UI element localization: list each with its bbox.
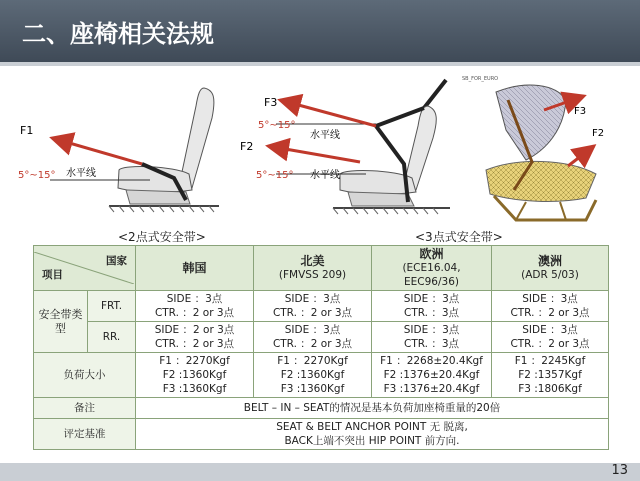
region-north-america (254, 246, 372, 291)
force-label-f2: F2 (240, 140, 254, 153)
force-label-f3-fea: F3 (574, 106, 587, 117)
model-label: SB_FOR_EURO (462, 76, 499, 82)
table-row-note (34, 398, 609, 419)
angle-label-lower: 5°~15° (256, 170, 294, 181)
horizontal-label-lower: 水平线 (310, 170, 340, 181)
seat-figure-3pt (228, 78, 450, 226)
title-divider (0, 62, 640, 66)
load-label: 负荷大小 (34, 353, 136, 398)
criteria-label: 评定基准 (34, 419, 136, 450)
force-label-f3: F3 (264, 96, 278, 109)
corner-cell (34, 246, 136, 291)
criteria-text (136, 419, 609, 450)
table-cell: F1 ：2268±20.4Kgf F2 :1376±20.4Kgf F3 :1376±20.4Kgf (372, 353, 492, 398)
region-europe (372, 246, 492, 291)
region-name: 欧洲 (419, 247, 444, 261)
horizontal-label-upper: 水平线 (310, 130, 340, 141)
seat-fea-model (456, 70, 626, 230)
table-row-load (34, 353, 609, 398)
region-korea (136, 246, 254, 291)
force-label-f1: F1 (20, 124, 34, 137)
rr-label: RR. (88, 322, 136, 353)
note-text: BELT – IN – SEAT的情况是基本负荷加座椅重量的20倍 (136, 398, 609, 419)
region-name: 北美 (300, 254, 325, 268)
table-row-frt (34, 291, 609, 322)
slide-title: 二、座椅相关法规 (22, 20, 214, 48)
note-label: 备注 (34, 398, 136, 419)
caption-3pt-belt: <3点式安全带> (415, 230, 503, 244)
table-cell: SIDE ：3点 CTR. ：3点 (372, 322, 492, 353)
table-cell: SIDE ：2 or 3点 CTR. ：2 or 3点 (136, 322, 254, 353)
table-row-criteria (34, 419, 609, 450)
seat-figure-2pt (14, 78, 219, 226)
region-name: 韩国 (182, 261, 207, 275)
table-cell: SIDE ：3点 CTR. ：3点 (372, 291, 492, 322)
table-header-row (34, 246, 609, 291)
horizontal-line-label: 水平线 (66, 168, 96, 179)
angle-label-upper: 5°~15° (258, 120, 296, 131)
criteria-line-1: SEAT & BELT ANCHOR POINT 无 脱离, (276, 421, 468, 433)
caption-2pt-belt: <2点式安全带> (118, 230, 206, 244)
regulation-table (33, 245, 609, 450)
region-standard: (ADR 5/03) (521, 269, 579, 281)
table-cell: SIDE ：3点 CTR. ：2 or 3点 (492, 291, 609, 322)
table-cell: F1 ：2270Kgf F2 :1360Kgf F3 :1360Kgf (254, 353, 372, 398)
force-label-f2-fea: F2 (592, 128, 605, 139)
table-cell: SIDE ：3点 CTR. ：2 or 3点 (254, 291, 372, 322)
frt-label: FRT. (88, 291, 136, 322)
belt-type-label: 安全带类型 (34, 291, 88, 353)
table-cell: F1 ：2245Kgf F2 :1357Kgf F3 :1806Kgf (492, 353, 609, 398)
region-standard: (FMVSS 209) (278, 269, 347, 281)
angle-label: 5°~15° (18, 170, 56, 181)
table-row-rr (34, 322, 609, 353)
corner-item: 项目 (42, 269, 63, 281)
table-cell: F1 ：2270Kgf F2 :1360Kgf F3 :1360Kgf (136, 353, 254, 398)
criteria-line-2: BACK上端不突出 HIP POINT 前方向. (284, 435, 460, 447)
table-cell: SIDE ：3点 CTR. ：2 or 3点 (136, 291, 254, 322)
table-cell: SIDE ：3点 CTR. ：2 or 3点 (492, 322, 609, 353)
page-number: 13 (611, 463, 628, 478)
corner-country: 国家 (106, 255, 127, 267)
table-cell: SIDE ：3点 CTR. ：2 or 3点 (254, 322, 372, 353)
region-australia (492, 246, 609, 291)
region-name: 澳洲 (537, 254, 562, 268)
region-standard: (ECE16.04, EEC96/36) (402, 262, 461, 288)
footer-bar (0, 463, 640, 481)
